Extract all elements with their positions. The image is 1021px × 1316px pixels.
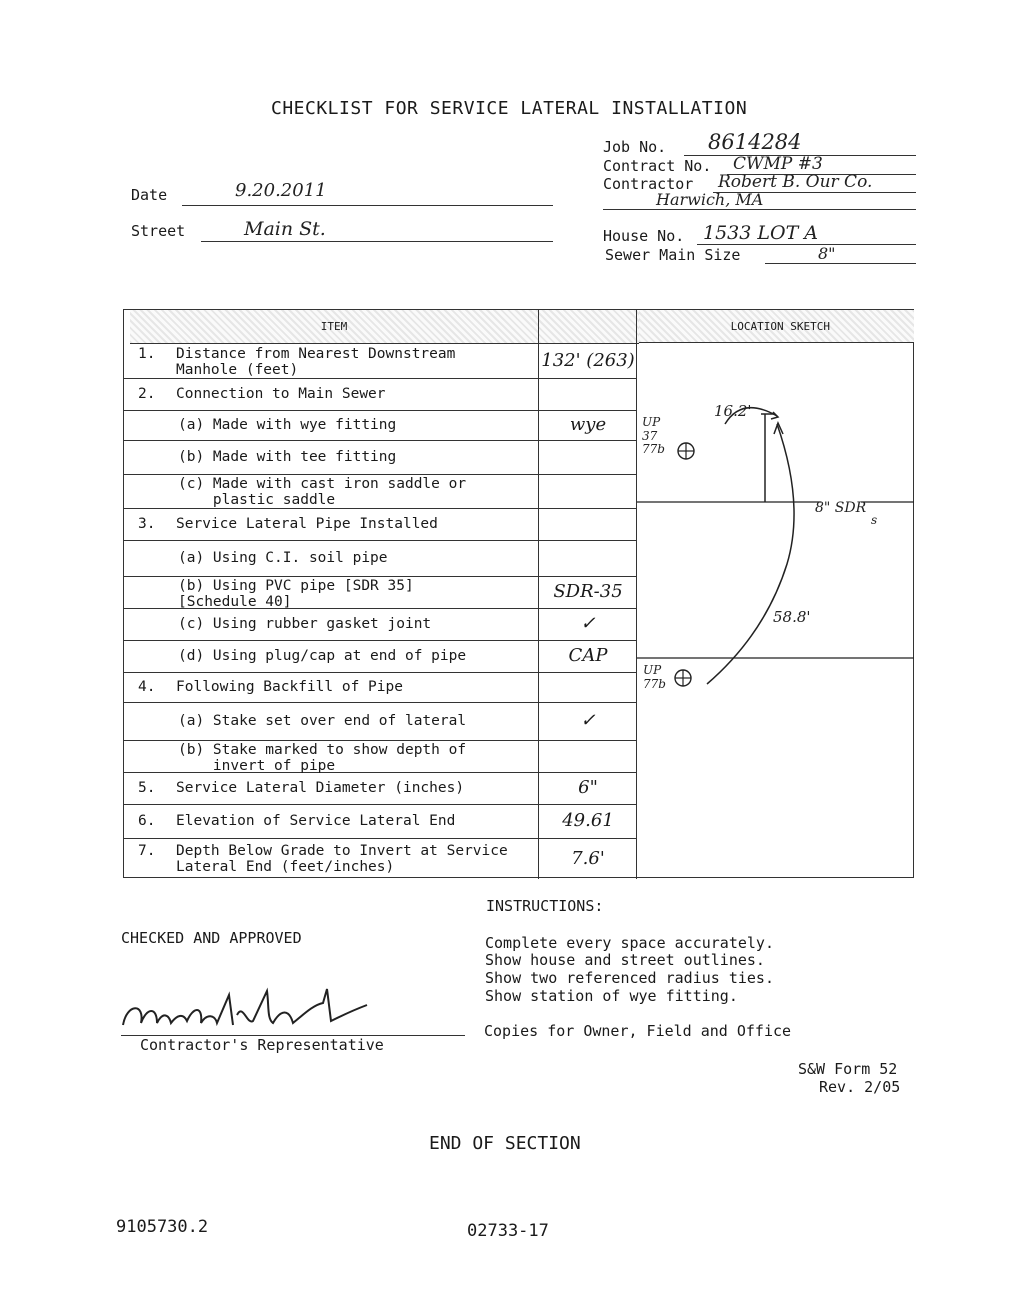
row-item-text: (b) Using PVC pipe [SDR 35] [Schedule 40] [178,578,414,610]
row-item-text: (c) Using rubber gasket joint [178,616,432,632]
row-divider [124,474,637,475]
job-no-value: 8614284 [708,130,802,154]
row-item-text: Service Lateral Diameter (inches) [176,780,465,796]
row-item-text: Depth Below Grade to Invert at Service Lateral End (feet/inches) [176,842,508,875]
checklist-table [123,309,914,878]
tie-distance-top: 16.2' [714,402,752,420]
column-divider-answer [538,310,539,879]
row-item-text: (b) Stake marked to show depth of invert of pipe [178,742,467,774]
row-item-text: Distance from Nearest Downstream Manhole (feet) [176,346,456,378]
row-divider [124,378,637,379]
street-label: Street [131,222,186,240]
row-divider [124,740,637,741]
sketch-header: LOCATION SKETCH [639,310,914,343]
job-no-label: Job No. [603,138,667,156]
end-of-section: END OF SECTION [429,1133,581,1154]
row-number: 7. [138,842,156,859]
contract-no-value: CWMP #3 [733,154,823,174]
row-number: 5. [138,780,156,796]
instruction-line: Show house and street outlines. [485,951,765,969]
page-code: 02733-17 [467,1221,549,1241]
pipe-size-label: 8" SDR [815,500,867,516]
contractor-value-2: Harwich, MA [656,190,764,209]
page-title: CHECKLIST FOR SERVICE LATERAL INSTALLATION [271,98,748,119]
row-divider [124,640,637,641]
contractor-value: Robert B. Our Co. [718,172,873,192]
house-no-label: House No. [603,227,685,245]
answer-header [539,310,639,344]
row-number: 6. [138,813,156,829]
date-value: 9.20.2011 [235,180,327,201]
document-number: 9105730.2 [116,1217,209,1237]
row-answer: ✓ [580,710,596,731]
contract-no-label: Contract No. [603,157,712,175]
row-divider [124,672,637,673]
instruction-line: Show station of wye fitting. [485,987,738,1005]
reference-label-bottom: UP 77b [643,663,666,691]
row-item-text: Connection to Main Sewer [176,386,386,402]
instruction-line: Complete every space accurately. [485,934,774,952]
row-item-text: (c) Made with cast iron saddle or plastic saddle [178,476,467,508]
row-answer: SDR-35 [553,581,623,602]
row-answer: 49.61 [562,810,614,831]
row-answer: 132' (263) [541,350,635,371]
row-item-text: (a) Made with wye fitting [178,417,397,433]
row-divider [124,838,637,839]
row-item-text: (b) Made with tee fitting [178,449,397,465]
date-line [182,205,553,206]
row-divider [124,804,637,805]
checked-approved-heading: CHECKED AND APPROVED [121,929,302,947]
reference-label-top: UP 37 77b [642,415,665,456]
street-value: Main St. [244,218,326,240]
house-no-value: 1533 LOT A [703,222,819,244]
row-divider [124,540,637,541]
row-divider [124,440,637,441]
signature-stroke [123,989,367,1025]
row-divider [124,508,637,509]
row-item-text: (a) Using C.I. soil pipe [178,550,388,566]
row-number: 2. [138,386,156,402]
row-number: 3. [138,516,156,532]
row-item-text: (d) Using plug/cap at end of pipe [178,648,467,664]
form-revision: Rev. 2/05 [819,1078,901,1096]
row-answer: ✓ [580,613,596,634]
signer-caption: Contractor's Representative [140,1036,384,1054]
street-line [201,241,553,242]
house-no-line [697,244,916,245]
contractor-line-2 [603,209,916,210]
sewer-main-value: 8" [818,244,836,263]
row-number: 4. [138,679,156,695]
row-item-text: Elevation of Service Lateral End [176,813,456,829]
row-divider [124,702,637,703]
sketch-mark: s [871,513,878,527]
item-header: ITEM [130,310,538,344]
form-id: S&W Form 52 [798,1060,898,1078]
instruction-line: Show two referenced radius ties. [485,969,774,987]
instructions-heading: INSTRUCTIONS: [486,897,604,915]
row-item-text: (a) Stake set over end of lateral [178,713,467,729]
row-answer: 6" [578,777,598,798]
row-number: 1. [138,346,156,362]
row-divider [124,410,637,411]
copies-note: Copies for Owner, Field and Office [484,1022,792,1040]
row-item-text: Service Lateral Pipe Installed [176,516,438,532]
row-answer: CAP [568,645,608,666]
row-answer: 7.6' [571,847,605,869]
contractor-label: Contractor [603,175,694,193]
sewer-main-label: Sewer Main Size [605,246,741,264]
location-sketch [637,344,914,878]
sewer-main-line [765,263,916,264]
row-answer: wye [569,414,607,435]
tie-arc-long [707,424,794,684]
date-label: Date [131,186,168,204]
row-divider [124,576,637,577]
row-item-text: Following Backfill of Pipe [176,679,403,695]
tie-distance-diagonal: 58.8' [773,608,811,626]
